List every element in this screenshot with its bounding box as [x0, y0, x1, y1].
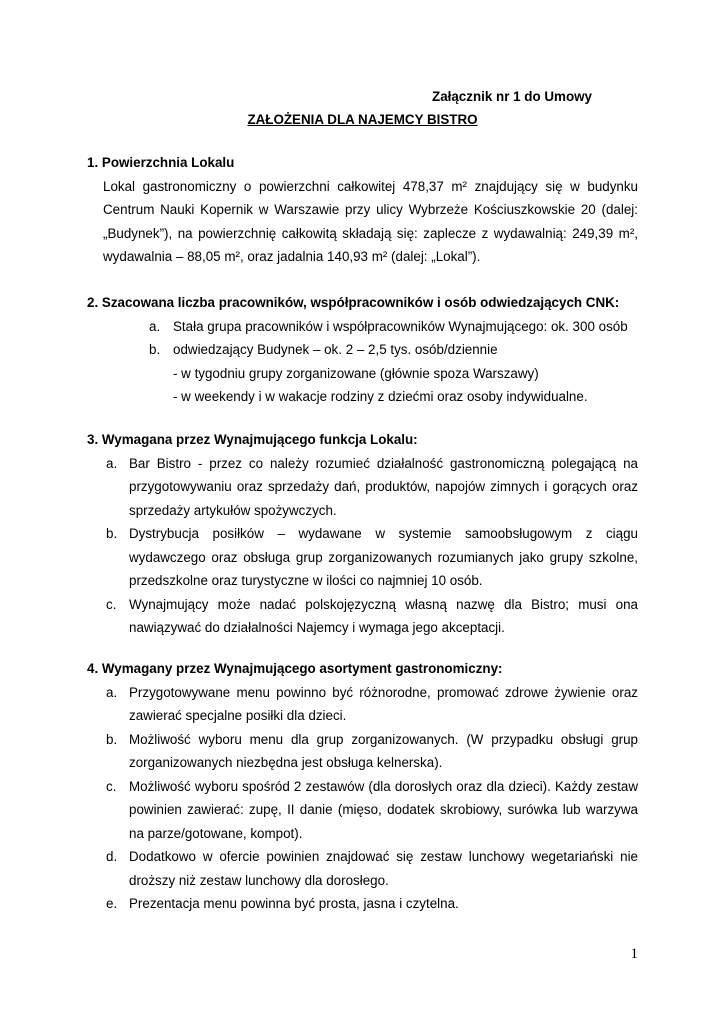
document-title: ZAŁOŻENIA DLA NAJEMCY BISTRO	[247, 112, 478, 127]
list-item	[87, 892, 638, 916]
list-marker: d.	[106, 849, 118, 864]
annex-label: Załącznik nr 1 do Umowy	[432, 89, 592, 104]
list-marker: b.	[106, 731, 118, 747]
list-item	[87, 315, 638, 339]
headcount-list	[87, 315, 638, 362]
section-headcount	[87, 291, 638, 409]
list-marker: a.	[106, 684, 118, 700]
sub-item: - w weekendy i w wakacje rodziny z dziećmi oraz osoby indywidualne.	[173, 389, 588, 404]
section-heading: 3. Wymagana przez Wynajmującego funkcja Lokalu:	[87, 432, 418, 447]
function-list	[87, 452, 638, 640]
section-heading: 1. Powierzchnia Lokalu	[87, 155, 235, 170]
assortment-list	[87, 681, 638, 916]
list-item	[87, 845, 638, 892]
list-item-text: odwiedzający Budynek – ok. 2 – 2,5 tys. osób/dziennie	[173, 342, 498, 357]
list-marker: e.	[106, 896, 118, 911]
page-number: 1	[630, 946, 638, 962]
section-heading: 4. Wymagany przez Wynajmującego asortyment gastronomiczny:	[87, 661, 503, 676]
list-item-text: Dystrybucja posiłków – wydawane w systemie samoobsługowym z ciągu wydawczego oraz obsługa grup zorganizowanych rozumianych jako grupy szkolne, przedszkolne oraz turystyczne w ilości co najmniej 10 osób.	[129, 526, 638, 588]
list-item-text: Dodatkowo w ofercie powinien znajdować się zestaw lunchowy wegetariański nie droższy niż zestaw lunchowy dla dorosłego.	[129, 849, 638, 888]
list-marker: c.	[106, 596, 117, 612]
list-item	[87, 775, 638, 846]
list-item-text: Możliwość wyboru spośród 2 zestawów (dla dorosłych oraz dla dzieci). Każdy zestaw powinien zawierać: zupę, II danie (mięso, dodatek skrobiowy, surówka lub warzywa na parze/gotowane, kompot).	[129, 778, 638, 841]
list-item-text: Przygotowywane menu powinno być różnorodne, promować zdrowe żywienie oraz zawierać specjalne posiłki dla dzieci.	[129, 684, 638, 723]
list-item-text: Wynajmujący może nadać polskojęzyczną własną nazwę dla Bistro; musi ona nawiązywać do działalności Najemcy i wymaga jego akceptacji.	[129, 596, 638, 635]
list-marker: b.	[149, 342, 161, 357]
list-marker: b.	[106, 526, 118, 541]
section-assortment	[87, 657, 638, 916]
list-item-text: Prezentacja menu powinna być prosta, jasna i czytelna.	[129, 896, 459, 911]
list-item	[87, 728, 638, 775]
section-surface	[87, 151, 638, 269]
list-item-text: Możliwość wyboru menu dla grup zorganizowanych. (W przypadku obsługi grup zorganizowanych niezbędna jest obsługa kelnerska).	[129, 731, 638, 770]
list-item	[87, 452, 638, 523]
list-item	[87, 681, 638, 728]
list-item	[87, 338, 638, 362]
sub-item: - w tygodniu grupy zorganizowane (głównie spoza Warszawy)	[173, 365, 539, 381]
list-item	[87, 593, 638, 640]
section-heading: 2. Szacowana liczba pracowników, współpracowników i osób odwiedzających CNK:	[87, 295, 620, 310]
list-item-text: Bar Bistro - przez co należy rozumieć działalność gastronomiczną polegającą na przygotowywaniu oraz sprzedaży dań, produktów, napojów zimnych i gorących oraz sprzedaży artykułów spożywczych.	[129, 455, 638, 518]
list-marker: a.	[106, 455, 118, 471]
list-marker: a.	[149, 318, 161, 334]
list-item	[87, 522, 638, 593]
list-item-text: Stała grupa pracowników i współpracowników Wynajmującego: ok. 300 osób	[173, 318, 628, 334]
section-function	[87, 428, 638, 640]
list-marker: c.	[106, 778, 117, 794]
section-paragraph: Lokal gastronomiczny o powierzchni całkowitej 478,37 m² znajdujący się w budynku Centrum Nauki Kopernik w Warszawie przy ulicy Wybrzeże Kościuszkowskie 20 (dalej: „Budynek”), na powierzchnię całkowitą składają się: zaplecze z wydawalnią: 249,39 m², wydawalnia – 88,05 m², oraz jadalnia 140,93 m² (dalej: „Lokal”).	[103, 178, 638, 264]
